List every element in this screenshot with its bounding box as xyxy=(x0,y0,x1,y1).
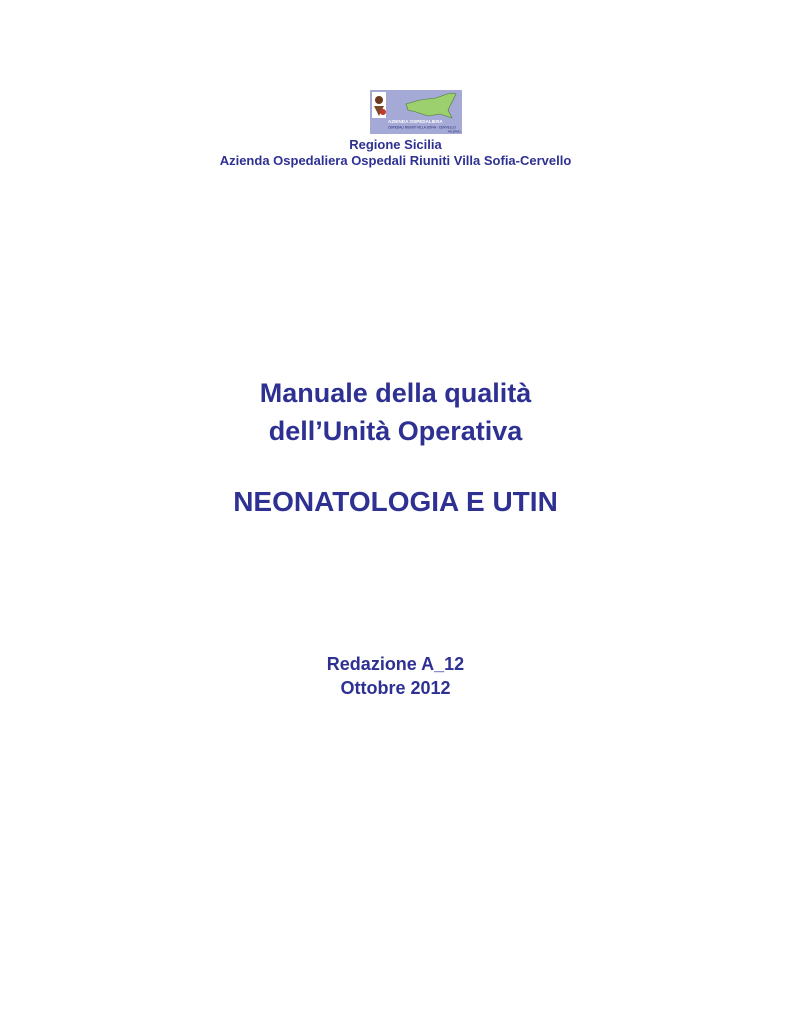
document-title-line-2: dell’Unità Operativa xyxy=(268,416,523,446)
document-title-line-1: Manuale della qualità xyxy=(259,378,532,408)
region-heading: Regione Sicilia xyxy=(349,137,442,152)
svg-text:PALERMO: PALERMO xyxy=(448,130,461,134)
redazione-label: Redazione A_12 xyxy=(326,654,465,674)
unit-name-title: NEONATOLOGIA E UTIN xyxy=(233,486,558,517)
svg-text:OSPEDALI RIUNITI VILLA SOFIA -: OSPEDALI RIUNITI VILLA SOFIA - CERVELLO xyxy=(388,125,456,130)
svg-text:AZIENDA OSPEDALIERA: AZIENDA OSPEDALIERA xyxy=(388,119,443,124)
azienda-heading: Azienda Ospedaliera Ospedali Riuniti Villa Sofia-Cervello xyxy=(219,153,572,168)
edition-date: Ottobre 2012 xyxy=(340,678,451,698)
azienda-ospedaliera-logo xyxy=(370,90,462,134)
